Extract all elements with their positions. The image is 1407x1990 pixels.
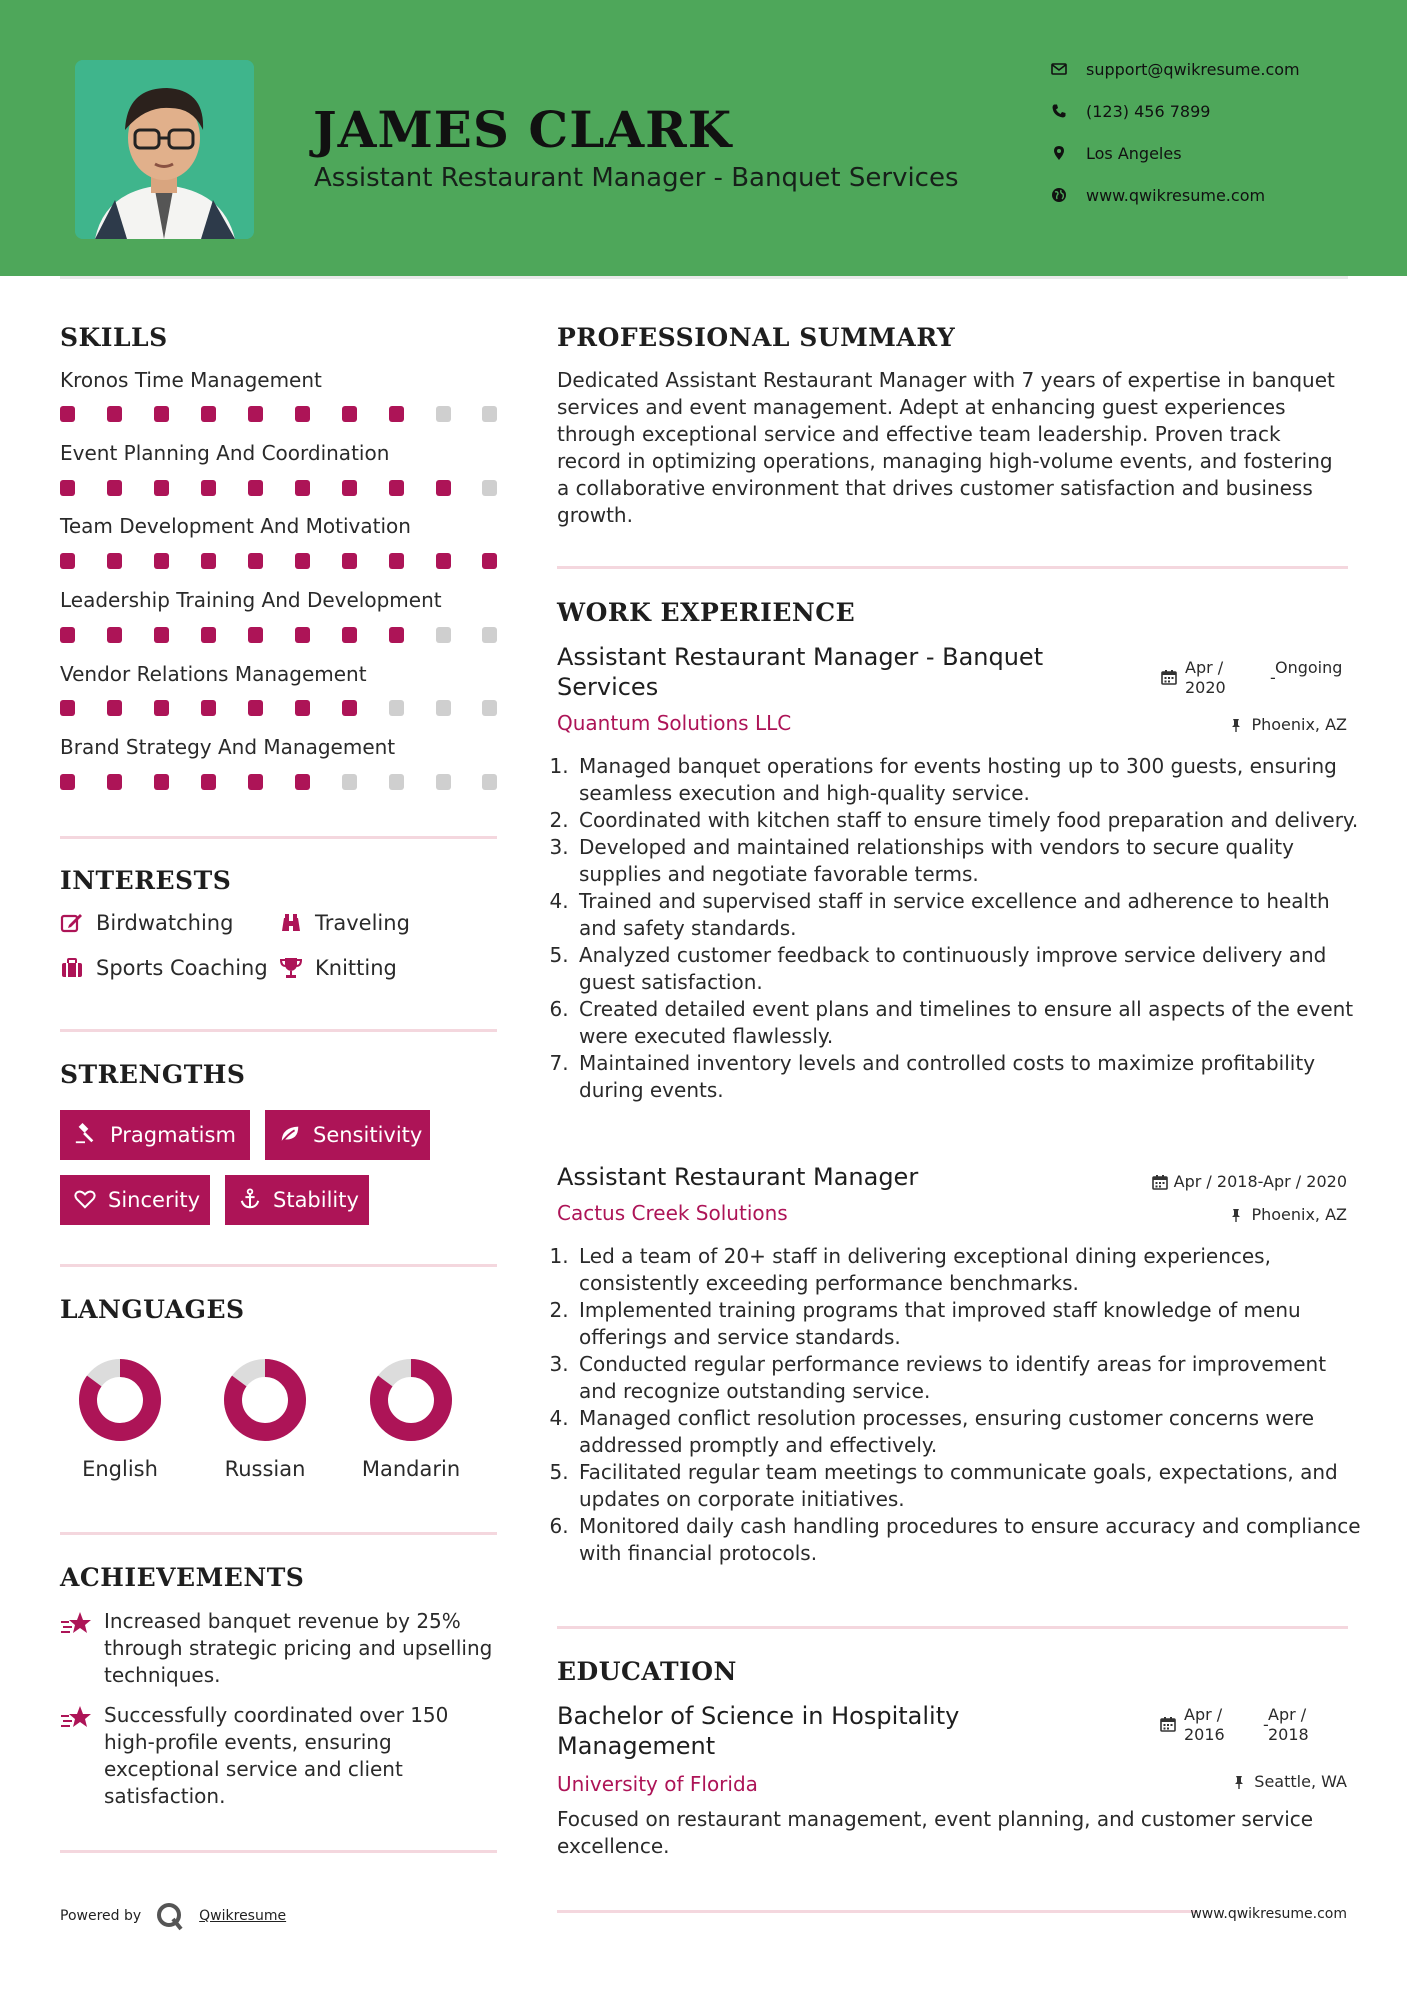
skill-dot-filled — [201, 406, 216, 422]
briefcase-icon — [60, 956, 84, 980]
contact-email-text: support@qwikresume.com — [1086, 59, 1300, 79]
strengths-heading: STRENGTHS — [60, 1060, 246, 1089]
interest-item — [279, 911, 410, 935]
company-name: Quantum Solutions LLC — [557, 711, 792, 735]
job-bullet: 6. Created detailed event plans and timelines to ensure all aspects of the event were executed flawlessly. — [575, 996, 1366, 1050]
skill-dot-filled — [154, 406, 169, 422]
skill-dot-filled — [248, 774, 263, 790]
skill-dot-filled — [248, 553, 263, 569]
skill-dot-filled — [295, 774, 310, 790]
strength-label: Sincerity — [108, 1188, 201, 1212]
skill-dot-filled — [295, 553, 310, 569]
pin-icon — [1229, 718, 1243, 732]
skill-label: Kronos Time Management — [60, 368, 322, 392]
section-divider — [557, 566, 1348, 569]
job-date-start: Apr / 2020 — [1185, 658, 1226, 697]
candidate-name: JAMES CLARK — [313, 100, 733, 159]
skill-dot-filled — [389, 553, 404, 569]
leaf-icon — [279, 1123, 301, 1147]
skill-dot-filled — [60, 480, 75, 496]
education-location — [1232, 1772, 1347, 1791]
skill-dot-filled — [201, 480, 216, 496]
skill-dot-filled — [201, 774, 216, 790]
skill-dot-filled — [107, 627, 122, 643]
skill-dot-filled — [60, 627, 75, 643]
strength-badge — [60, 1110, 250, 1160]
skill-dot-filled — [154, 627, 169, 643]
job-location — [1229, 715, 1347, 734]
phone-icon — [1050, 102, 1068, 120]
interest-label: Traveling — [315, 911, 410, 935]
contact-phone-text: (123) 456 7899 — [1086, 101, 1211, 121]
skill-dot-empty — [482, 774, 497, 790]
job-bullet: 1. Led a team of 20+ staff in delivering exceptional dining experiences, consistently exceeding performance benchmarks. — [575, 1243, 1366, 1297]
languages-heading: LANGUAGES — [60, 1295, 245, 1324]
skill-dot-filled — [107, 553, 122, 569]
skill-rating — [60, 700, 497, 716]
language-label: English — [82, 1457, 158, 1481]
job-bullet: 6. Monitored daily cash handling procedures to ensure accuracy and compliance with financial protocols. — [575, 1513, 1366, 1567]
skill-label: Team Development And Motivation — [60, 514, 411, 538]
skill-rating — [60, 406, 497, 422]
language-label: Russian — [224, 1457, 306, 1481]
job-location — [1229, 1205, 1347, 1224]
strength-badge — [60, 1175, 210, 1225]
job-title: Assistant Restaurant Manager — [557, 1163, 919, 1191]
skill-rating — [60, 627, 497, 643]
gavel-icon — [74, 1123, 98, 1147]
language-item — [50, 1355, 190, 1481]
skill-dot-filled — [201, 627, 216, 643]
skill-dot-filled — [154, 774, 169, 790]
envelope-icon — [1050, 60, 1068, 78]
skill-dot-filled — [154, 480, 169, 496]
job-date-range: Apr / 2018-Apr / 2020 — [1173, 1172, 1347, 1191]
interests-heading: INTERESTS — [60, 866, 232, 895]
achievement-text: Successfully coordinated over 150 high-profile events, ensuring exceptional service and client satisfaction. — [104, 1703, 449, 1808]
job-bullet: 3. Developed and maintained relationships with vendors to secure quality supplies and negotiate favorable terms. — [575, 834, 1366, 888]
language-label: Mandarin — [361, 1457, 461, 1481]
skill-dot-filled — [389, 627, 404, 643]
skill-label: Vendor Relations Management — [60, 662, 367, 686]
strength-badge — [265, 1110, 430, 1160]
education-date-start: Apr / 2016 — [1184, 1705, 1225, 1744]
skill-dot-empty — [389, 700, 404, 716]
skill-label: Event Planning And Coordination — [60, 441, 390, 465]
skill-dot-empty — [436, 406, 451, 422]
skill-dot-filled — [248, 406, 263, 422]
contact-location — [1050, 139, 1182, 167]
skill-dot-filled — [107, 480, 122, 496]
brand-link[interactable]: Qwikresume — [199, 1908, 287, 1924]
skill-dot-filled — [107, 774, 122, 790]
trophy-icon — [279, 956, 303, 980]
skill-dot-filled — [389, 480, 404, 496]
experience-heading: WORK EXPERIENCE — [557, 598, 856, 627]
job-bullet: 5. Facilitated regular team meetings to communicate goals, expectations, and updates on corporate initiatives. — [575, 1459, 1366, 1513]
header-divider — [60, 276, 1348, 279]
footer-divider — [557, 1910, 1197, 1913]
section-divider — [60, 1532, 497, 1535]
skill-rating — [60, 774, 497, 790]
section-divider — [60, 1029, 497, 1032]
section-divider — [60, 1264, 497, 1267]
skill-label: Leadership Training And Development — [60, 588, 442, 612]
skill-dot-filled — [60, 700, 75, 716]
job-bullet: 2. Coordinated with kitchen staff to ensure timely food preparation and delivery. — [575, 807, 1366, 834]
skill-dot-filled — [342, 627, 357, 643]
qwikresume-logo — [155, 1901, 185, 1931]
skill-dot-filled — [295, 480, 310, 496]
calendar-icon — [1161, 669, 1177, 685]
interest-label: Birdwatching — [96, 911, 234, 935]
section-divider — [60, 836, 497, 839]
job-bullet: 4. Managed conflict resolution processes, ensuring customer concerns were addressed promptly and effectively. — [575, 1405, 1366, 1459]
skill-dot-empty — [389, 774, 404, 790]
skill-dot-filled — [342, 406, 357, 422]
calendar-icon — [1152, 1174, 1168, 1190]
interest-item — [60, 956, 268, 980]
achievement-text: Increased banquet revenue by 25% through strategic pricing and upselling techniques. — [104, 1609, 493, 1687]
heart-icon — [74, 1188, 96, 1212]
anchor-icon — [239, 1188, 261, 1212]
skill-dot-filled — [248, 627, 263, 643]
skill-dot-empty — [342, 774, 357, 790]
job-bullets — [557, 1243, 1366, 1567]
job-bullet: 1. Managed banquet operations for events hosting up to 300 guests, ensuring seamless execution and high-quality service. — [575, 753, 1366, 807]
skill-dot-filled — [107, 406, 122, 422]
skill-dot-filled — [154, 700, 169, 716]
education-heading: EDUCATION — [557, 1657, 737, 1686]
edit-icon — [60, 911, 84, 935]
language-progress-ring — [75, 1355, 165, 1445]
skill-dot-filled — [60, 406, 75, 422]
interest-item — [279, 956, 397, 980]
skill-dot-filled — [342, 553, 357, 569]
summary-heading: PROFESSIONAL SUMMARY — [557, 323, 956, 352]
resume-header — [0, 0, 1407, 276]
skill-dot-filled — [436, 480, 451, 496]
job-bullet: 3. Conducted regular performance reviews to identify areas for improvement and recognize outstanding service. — [575, 1351, 1366, 1405]
skill-dot-filled — [295, 627, 310, 643]
job-bullet: 7. Maintained inventory levels and controlled costs to maximize profitability during events. — [575, 1050, 1366, 1104]
skill-dot-filled — [389, 406, 404, 422]
language-progress-ring — [366, 1355, 456, 1445]
pin-icon — [1232, 1775, 1246, 1789]
shooting-star-icon — [60, 1610, 92, 1638]
skill-dot-filled — [295, 406, 310, 422]
section-divider — [557, 1626, 1348, 1629]
skill-label: Brand Strategy And Management — [60, 735, 396, 759]
map-marker-icon — [1050, 144, 1068, 162]
degree-title: Bachelor of Science in Hospitality Management — [557, 1702, 960, 1760]
job-bullets — [557, 753, 1366, 1104]
strength-label: Sensitivity — [313, 1123, 423, 1147]
strength-badge — [225, 1175, 369, 1225]
skill-dot-filled — [342, 480, 357, 496]
powered-by-label: Powered by — [60, 1908, 142, 1924]
footer-url[interactable]: www.qwikresume.com — [1190, 1906, 1347, 1922]
job-location-text: Phoenix, AZ — [1251, 715, 1347, 734]
contact-email[interactable] — [1050, 55, 1300, 83]
contact-phone[interactable] — [1050, 97, 1210, 125]
strength-label: Pragmatism — [110, 1123, 236, 1147]
avatar — [75, 60, 254, 239]
calendar-icon — [1160, 1716, 1176, 1732]
job-bullet: 2. Implemented training programs that improved staff knowledge of menu offerings and service standards. — [575, 1297, 1366, 1351]
language-item — [195, 1355, 335, 1481]
date-dash: - — [1263, 1715, 1269, 1734]
job-bullet: 4. Trained and supervised staff in service excellence and adherence to health and safety standards. — [575, 888, 1366, 942]
school-name: University of Florida — [557, 1772, 758, 1796]
job-location-text: Phoenix, AZ — [1251, 1205, 1347, 1224]
language-progress-ring — [220, 1355, 310, 1445]
powered-by — [60, 1901, 286, 1931]
interest-item — [60, 911, 233, 935]
skill-dot-empty — [482, 480, 497, 496]
skill-rating — [60, 553, 497, 569]
skill-dot-empty — [482, 700, 497, 716]
binoculars-icon — [279, 911, 303, 935]
section-divider — [60, 1850, 497, 1853]
skill-dot-filled — [201, 700, 216, 716]
language-item — [341, 1355, 481, 1481]
pin-icon — [1229, 1208, 1243, 1222]
skill-dot-empty — [436, 774, 451, 790]
skill-dot-filled — [248, 700, 263, 716]
skill-dot-empty — [482, 627, 497, 643]
interest-label: Knitting — [315, 956, 397, 980]
job-date-end: Ongoing — [1275, 658, 1343, 677]
contact-website-text: www.qwikresume.com — [1086, 185, 1266, 205]
skill-dot-filled — [436, 553, 451, 569]
globe-icon — [1050, 186, 1068, 204]
date-dash: - — [1270, 668, 1276, 687]
skill-dot-filled — [482, 553, 497, 569]
skill-dot-filled — [201, 553, 216, 569]
job-bullet: 5. Analyzed customer feedback to continuously improve service delivery and guest satisfaction. — [575, 942, 1366, 996]
education-date-end: Apr / 2018 — [1268, 1705, 1309, 1744]
strength-label: Stability — [273, 1188, 359, 1212]
skill-dot-empty — [436, 700, 451, 716]
summary-text: Dedicated Assistant Restaurant Manager with 7 years of expertise in banquet services and event management. Adept at enhancing guest experiences through exceptional service and effective team leadership. Proven track record in optimizing operations, managing high-volume events, and fostering a collaborative environment that drives customer satisfaction and business growth. — [557, 368, 1335, 527]
job-title: Assistant Restaurant Manager - Banquet Services — [557, 643, 1044, 701]
shooting-star-icon — [60, 1704, 92, 1732]
education-description: Focused on restaurant management, event planning, and customer service excellence. — [557, 1807, 1314, 1858]
skill-dot-filled — [342, 700, 357, 716]
skill-dot-filled — [248, 480, 263, 496]
achievements-heading: ACHIEVEMENTS — [60, 1563, 305, 1592]
skill-rating — [60, 480, 497, 496]
skill-dot-filled — [60, 553, 75, 569]
skill-dot-empty — [436, 627, 451, 643]
skill-dot-filled — [154, 553, 169, 569]
contact-location-text: Los Angeles — [1086, 143, 1182, 163]
skills-heading: SKILLS — [60, 323, 168, 352]
skill-dot-filled — [60, 774, 75, 790]
skill-dot-filled — [107, 700, 122, 716]
education-location-text: Seattle, WA — [1254, 1772, 1347, 1791]
candidate-role: Assistant Restaurant Manager - Banquet Services — [314, 163, 959, 193]
company-name: Cactus Creek Solutions — [557, 1201, 788, 1225]
profile-photo — [75, 60, 254, 239]
interest-label: Sports Coaching — [96, 956, 268, 980]
skill-dot-empty — [482, 406, 497, 422]
contact-website[interactable] — [1050, 181, 1265, 209]
skill-dot-filled — [295, 700, 310, 716]
